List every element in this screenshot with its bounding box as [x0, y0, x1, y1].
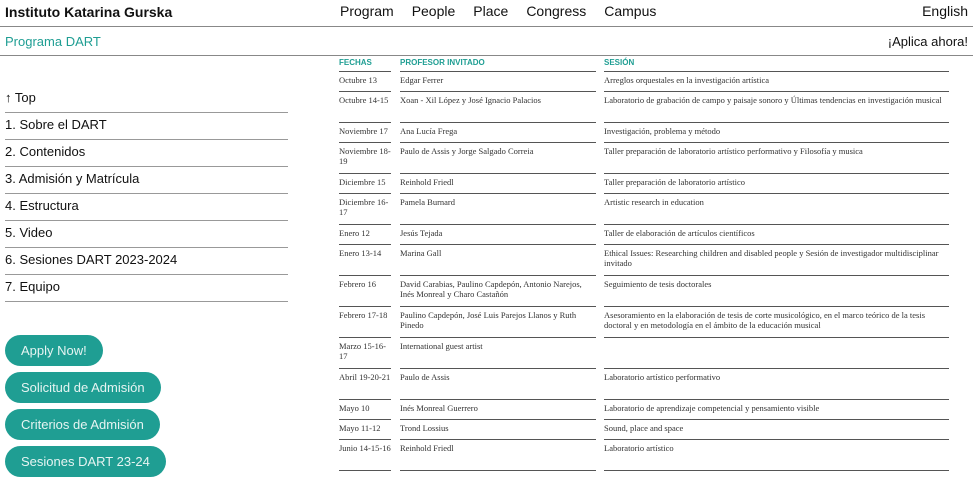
professor-cell: Ana Lucía Frega [400, 126, 458, 136]
date-cell: Mayo 10 [339, 403, 370, 413]
table-row [337, 123, 949, 143]
site-brand[interactable]: Instituto Katarina Gurska [5, 4, 173, 20]
date-cell: Junio 14-15-16 [339, 443, 391, 453]
table-row [337, 369, 949, 400]
professor-cell: Reinhold Friedl [400, 443, 454, 453]
date-cell: Enero 13-14 [339, 248, 382, 258]
nav-place[interactable]: Place [473, 3, 509, 19]
date-cell: Noviembre 17 [339, 126, 388, 136]
session-cell: Ethical Issues: Researching children and disabled people y Sesión de investigador multidisciplinar invitado [604, 248, 939, 268]
top-navigation-bar [0, 0, 973, 27]
professor-cell: David Carabias, Paulino Capdepón, Antonio Narejos, Inés Monreal y Charo Castañón [400, 279, 582, 299]
session-cell: Artistic research in education [604, 197, 704, 207]
table-header [337, 58, 949, 72]
professor-cell: Paulo de Assis [400, 372, 450, 382]
nav-program[interactable]: Program [340, 3, 394, 19]
date-cell: Mayo 11-12 [339, 423, 381, 433]
session-cell: Taller preparación de laboratorio artístico [604, 177, 746, 187]
table-row [337, 338, 949, 369]
professor-cell: Paulo de Assis y Jorge Salgado Correia [400, 146, 534, 156]
language-switch[interactable]: English [922, 3, 968, 19]
date-cell: Marzo 15-16-17 [339, 341, 386, 361]
apply-now-link[interactable]: ¡Aplica ahora! [887, 34, 968, 49]
date-cell: Febrero 16 [339, 279, 377, 289]
date-cell: Noviembre 18-19 [339, 146, 391, 166]
session-cell: Laboratorio artístico performativo [604, 372, 721, 382]
sidebar-item-sobre[interactable]: 1. Sobre el DART [5, 113, 288, 140]
professor-cell: Pamela Burnard [400, 197, 455, 207]
table-row [337, 143, 949, 174]
sidebar-item-contenidos[interactable]: 2. Contenidos [5, 140, 288, 167]
date-cell: Diciembre 16-17 [339, 197, 389, 217]
professor-cell: Xoan - Xil López y José Ignacio Palacios [400, 95, 541, 105]
session-cell: Arreglos orquestales en la investigación artística [604, 75, 769, 85]
professor-cell: Jesús Tejada [400, 228, 443, 238]
table-row [337, 174, 949, 194]
professor-cell: Paulino Capdepón, José Luis Parejos Llanos y Ruth Pinedo [400, 310, 577, 330]
professor-cell: Edgar Ferrer [400, 75, 444, 85]
header-profesor: PROFESOR INVITADO [400, 58, 485, 67]
table-row [337, 194, 949, 225]
sesiones-button[interactable]: Sesiones DART 23-24 [5, 446, 166, 477]
professor-cell: Inés Monreal Guerrero [400, 403, 478, 413]
header-sesion: SESIÓN [604, 58, 635, 67]
date-cell: Febrero 17-18 [339, 310, 388, 320]
sidebar-item-video[interactable]: 5. Video [5, 221, 288, 248]
table-row [337, 420, 949, 440]
criterios-button[interactable]: Criterios de Admisión [5, 409, 160, 440]
session-cell: Asesoramiento en la elaboración de tesis de corte musicológico, en el marco teórico de la tesis doctoral y en metodología en el ámbito de la educación musical [604, 310, 925, 330]
session-cell: Taller preparación de laboratorio artístico performativo y Filosofía y musica [604, 146, 863, 156]
professor-cell: Marina Gall [400, 248, 442, 258]
session-cell: Laboratorio artístico [604, 443, 674, 453]
session-cell: Laboratorio de aprendizaje competencial y pensamiento visible [604, 403, 820, 413]
program-title[interactable]: Programa DART [5, 34, 101, 49]
program-bar [0, 27, 973, 56]
sidebar-buttons [5, 335, 166, 483]
date-cell: Enero 12 [339, 228, 370, 238]
table-row [337, 400, 949, 420]
table-row [337, 72, 949, 92]
sidebar-item-top[interactable]: ↑ Top [5, 86, 288, 113]
table-body [337, 72, 949, 471]
session-cell: Investigación, problema y método [604, 126, 721, 136]
main-nav [340, 3, 674, 19]
nav-congress[interactable]: Congress [526, 3, 587, 19]
date-cell: Octubre 13 [339, 75, 378, 85]
apply-now-button[interactable]: Apply Now! [5, 335, 103, 366]
solicitud-button[interactable]: Solicitud de Admisión [5, 372, 161, 403]
sidebar-item-sesiones[interactable]: 6. Sesiones DART 2023-2024 [5, 248, 288, 275]
sidebar-item-estructura[interactable]: 4. Estructura [5, 194, 288, 221]
date-cell: Abril 19-20-21 [339, 372, 391, 382]
table-row [337, 225, 949, 245]
date-cell: Octubre 14-15 [339, 95, 389, 105]
session-cell: Sound, place and space [604, 423, 684, 433]
nav-campus[interactable]: Campus [604, 3, 657, 19]
date-cell: Diciembre 15 [339, 177, 386, 187]
table-row [337, 245, 949, 276]
session-cell: Laboratorio de grabación de campo y paisaje sonoro y Últimas tendencias en investigación musical [604, 95, 942, 105]
table-row [337, 92, 949, 123]
professor-cell: Trond Lossius [400, 423, 449, 433]
session-cell: Seguimiento de tesis doctorales [604, 279, 712, 289]
sidebar-nav [5, 86, 288, 302]
professor-cell: International guest artist [400, 341, 483, 351]
sessions-table [337, 58, 949, 471]
sidebar-item-equipo[interactable]: 7. Equipo [5, 275, 288, 302]
table-row [337, 307, 949, 338]
table-row [337, 276, 949, 307]
professor-cell: Reinhold Friedl [400, 177, 454, 187]
header-fechas: FECHAS [339, 58, 372, 67]
table-row [337, 440, 949, 471]
session-cell: Taller de elaboración de artículos científicos [604, 228, 755, 238]
nav-people[interactable]: People [411, 3, 456, 19]
sidebar-item-admision[interactable]: 3. Admisión y Matrícula [5, 167, 288, 194]
